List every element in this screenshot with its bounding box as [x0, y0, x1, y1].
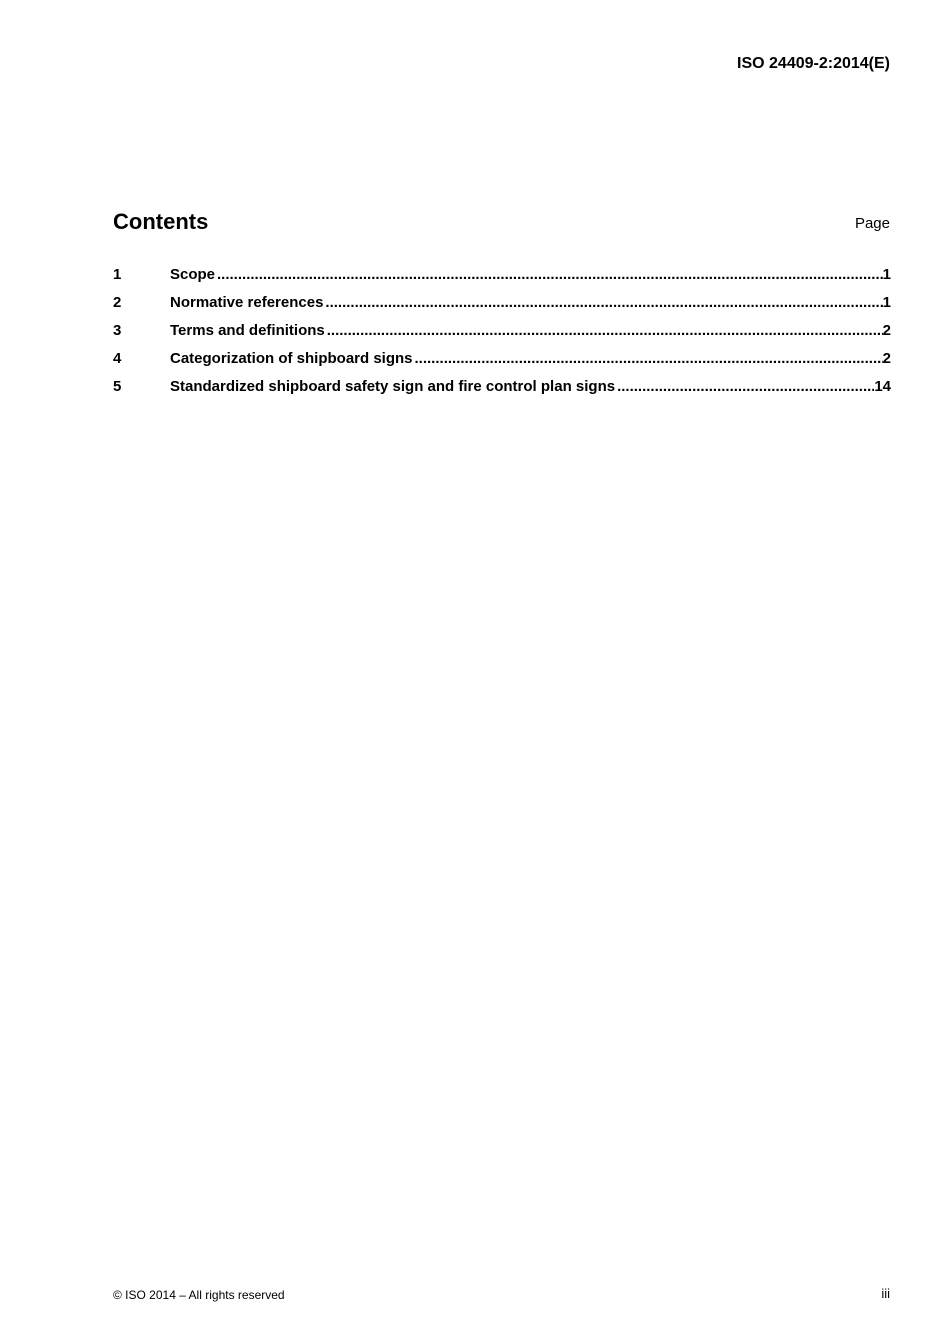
toc-entry-title[interactable]: Standardized shipboard safety sign and fire control plan signs: [170, 378, 616, 395]
toc-entry-title[interactable]: Categorization of shipboard signs: [170, 350, 413, 367]
toc-entry-scope[interactable]: [113, 266, 891, 294]
toc-dot-leader: [617, 378, 874, 395]
footer-copyright: © ISO 2014 – All rights reserved: [113, 1288, 285, 1302]
toc-entry-terms-and-definitions[interactable]: [113, 322, 891, 350]
page-column-label: Page: [854, 215, 890, 232]
toc-entry-page[interactable]: 1: [882, 294, 891, 311]
toc-entry-page[interactable]: 2: [882, 350, 891, 367]
toc-dot-leader: [327, 322, 883, 339]
toc-entry-title[interactable]: Scope: [170, 266, 216, 283]
toc-entry-title[interactable]: Terms and definitions: [170, 322, 325, 339]
toc-entry-number: 3: [113, 322, 122, 339]
toc-entry-standardized-signs[interactable]: [113, 378, 891, 406]
contents-heading: Contents: [113, 209, 209, 234]
toc-entry-categorization[interactable]: [113, 350, 891, 378]
toc-dot-leader: [217, 266, 883, 283]
toc-entry-number: 1: [113, 266, 122, 283]
table-of-contents: [113, 266, 891, 406]
toc-entry-title[interactable]: Normative references: [170, 294, 324, 311]
toc-entry-number: 5: [113, 378, 122, 395]
toc-entry-normative-references[interactable]: [113, 294, 891, 322]
toc-entry-page[interactable]: 1: [882, 266, 891, 283]
toc-entry-page[interactable]: 14: [874, 378, 891, 395]
toc-entry-page[interactable]: 2: [882, 322, 891, 339]
toc-entry-number: 4: [113, 350, 122, 367]
toc-dot-leader: [415, 350, 883, 367]
toc-dot-leader: [325, 294, 882, 311]
footer-page-number: iii: [881, 1286, 890, 1301]
toc-entry-number: 2: [113, 294, 122, 311]
document-id: ISO 24409-2:2014(E): [737, 55, 890, 72]
